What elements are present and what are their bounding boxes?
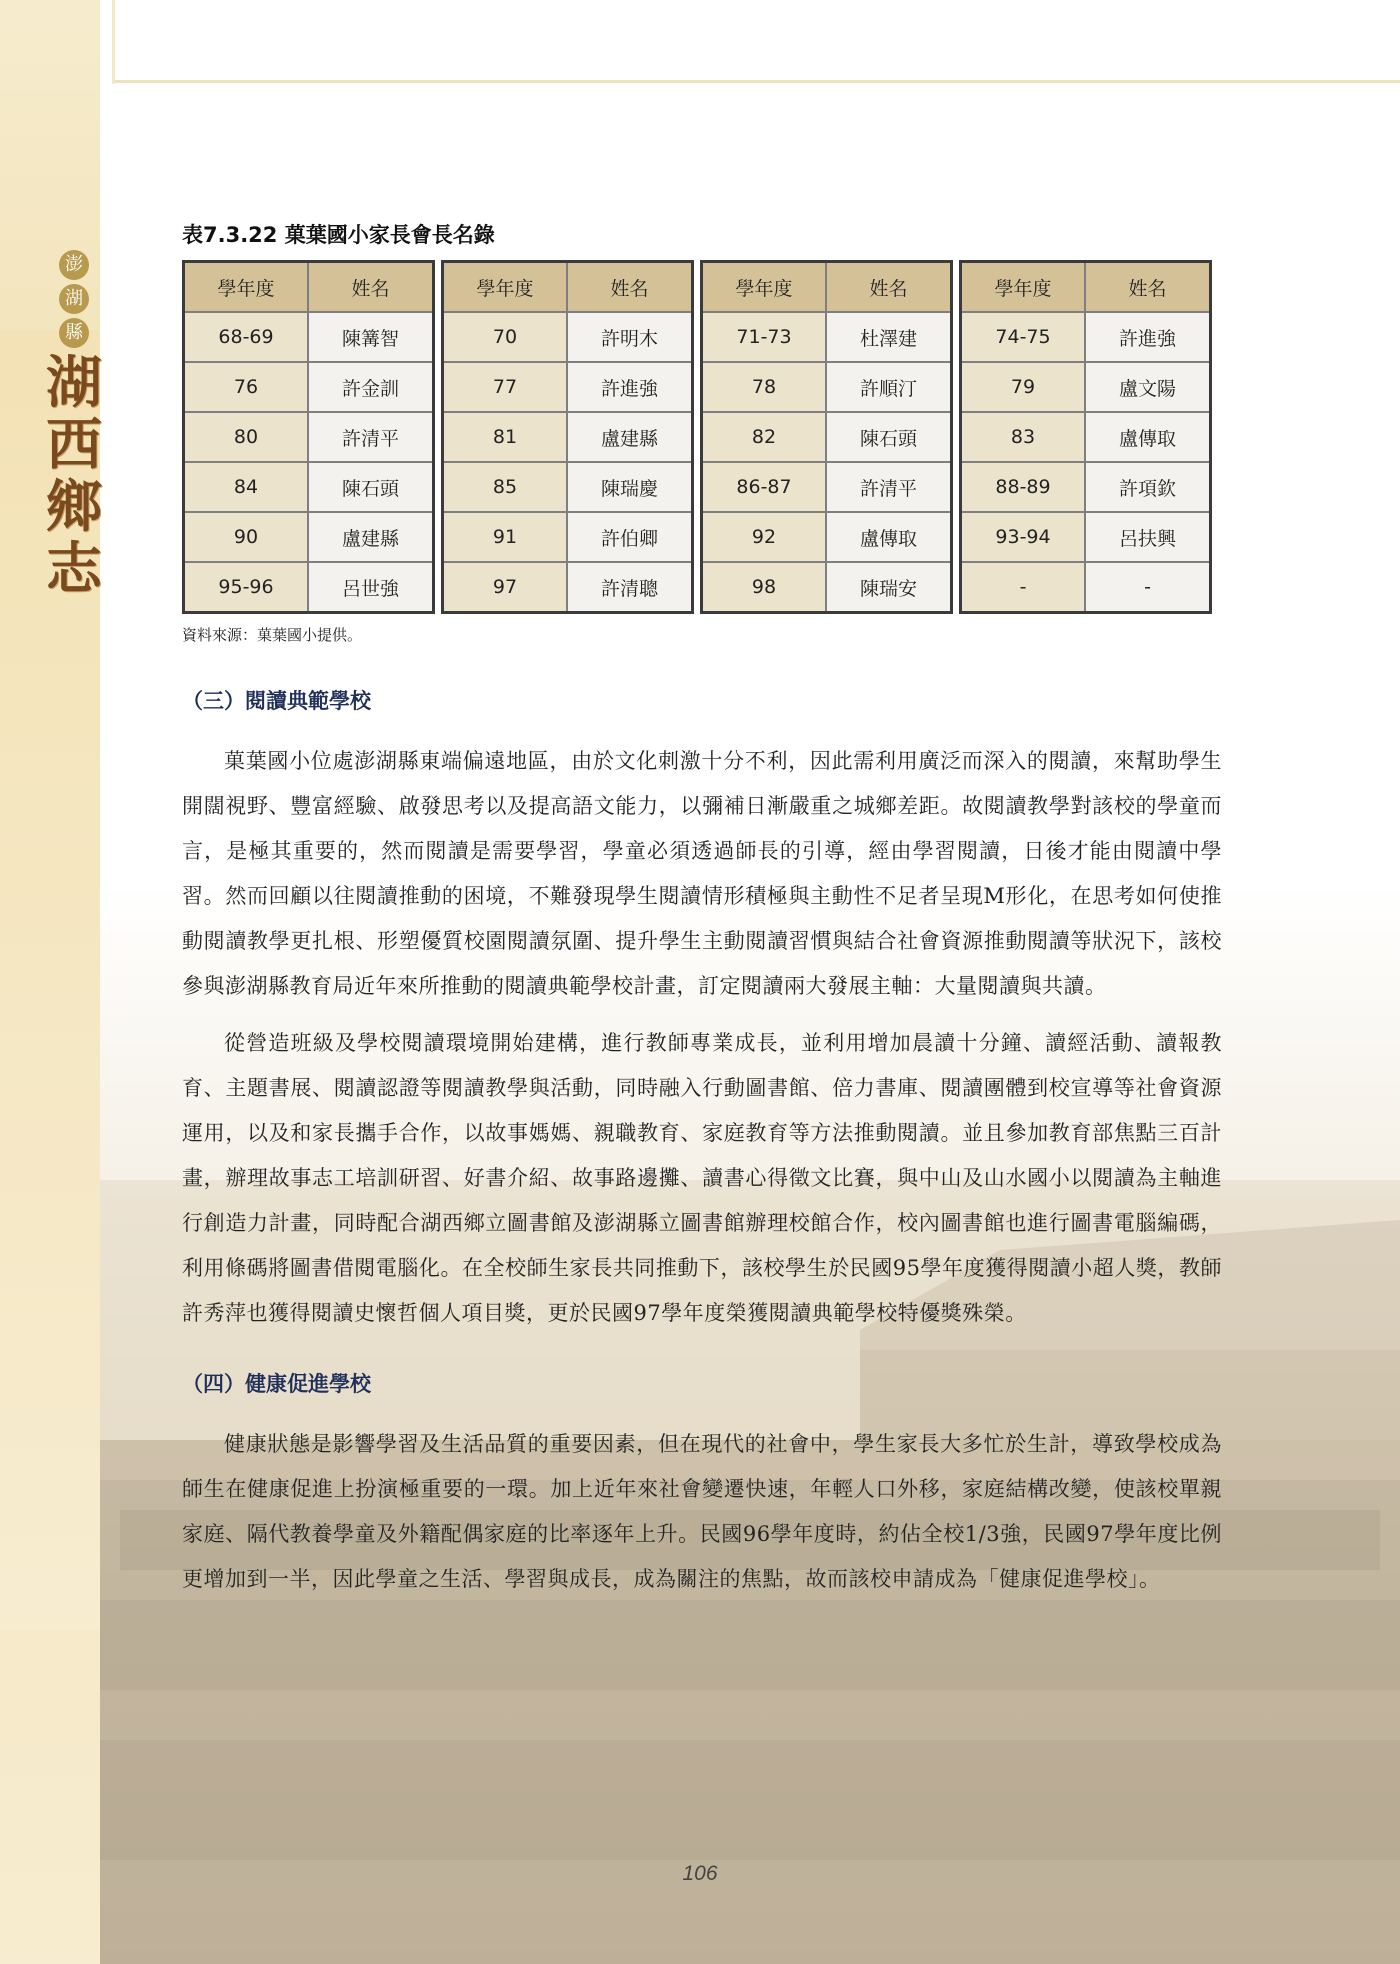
table-row [443,562,693,613]
table-row [961,362,1211,412]
table-row [702,412,952,462]
year-cell: 78 [702,362,827,412]
title-char: 鄉 [46,474,102,540]
roster-table [182,260,435,614]
year-cell: 91 [443,512,568,562]
year-cell: 79 [961,362,1086,412]
header-name: 姓名 [308,262,434,313]
table-row [184,512,434,562]
county-char: 澎 [59,250,89,280]
year-cell: 76 [184,362,309,412]
table-row [961,562,1211,613]
body-paragraph: 健康狀態是影響學習及生活品質的重要因素，但在現代的社會中，學生家長大多忙於生計，導致學校成為師生在健康促進上扮演極重要的一環。加上近年來社會變遷快速，年輕人口外移，家庭結構改變，使該校單親家庭、隔代教養學童及外籍配偶家庭的比率逐年上升。民國96學年度時，約佔全校1/3強，民國97學年度比例更增加到一半，因此學童之生活、學習與成長，成為關注的焦點，故而該校申請成為「健康促進學校」。 [182,1432,1222,1591]
table-row [702,512,952,562]
year-cell: - [961,562,1086,613]
table-row [443,462,693,512]
county-char: 湖 [59,284,89,314]
year-cell: 90 [184,512,309,562]
name-cell: 陳瑞慶 [567,462,693,512]
name-cell: 許清平 [826,462,952,512]
year-cell: 80 [184,412,309,462]
name-cell: 陳石頭 [308,462,434,512]
header-year: 學年度 [961,262,1086,313]
table-row [443,362,693,412]
name-cell: 許金訓 [308,362,434,412]
name-cell: 陳石頭 [826,412,952,462]
year-cell: 92 [702,512,827,562]
name-cell: 許明木 [567,312,693,362]
title-char: 湖 [46,350,102,416]
year-cell: 84 [184,462,309,512]
table-row [961,312,1211,362]
year-cell: 88-89 [961,462,1086,512]
body-paragraph: 菓葉國小位處澎湖縣東端偏遠地區，由於文化刺激十分不利，因此需利用廣泛而深入的閱讀，來幫助學生開闊視野、豐富經驗、啟發思考以及提高語文能力，以彌補日漸嚴重之城鄉差距。故閱讀教學對該校的學童而言，是極其重要的，然而閱讀是需要學習，學童必須透過師長的引導，經由學習閱讀，日後才能由閱讀中學習。然而回顧以往閱讀推動的困境，不難發現學生閱讀情形積極與主動性不足者呈現M形化，在思考如何使推動閱讀教學更扎根、形塑優質校園閱讀氛圍、提升學生主動閱讀習慣與結合社會資源推動閱讀等狀況下，該校參與澎湖縣教育局近年來所推動的閱讀典範學校計畫，訂定閱讀兩大發展主軸：大量閱讀與共讀。 [182,749,1222,998]
table-row [702,562,952,613]
name-cell: 盧建縣 [308,512,434,562]
year-cell: 97 [443,562,568,613]
title-char: 西 [46,412,102,478]
year-cell: 81 [443,412,568,462]
name-cell: 陳瑞安 [826,562,952,613]
year-cell: 93-94 [961,512,1086,562]
county-char: 縣 [59,318,89,348]
table-row [443,412,693,462]
page-content [182,220,1222,1602]
year-cell: 68-69 [184,312,309,362]
year-cell: 83 [961,412,1086,462]
year-cell: 86-87 [702,462,827,512]
year-cell: 98 [702,562,827,613]
year-cell: 95-96 [184,562,309,613]
table-row [702,362,952,412]
roster-table [700,260,953,614]
year-cell: 71-73 [702,312,827,362]
page-number: 106 [682,1862,718,1885]
table-row [184,312,434,362]
table-row [961,462,1211,512]
header-year: 學年度 [702,262,827,313]
name-cell: 杜澤建 [826,312,952,362]
table-row [702,462,952,512]
section-heading: （四）健康促進學校 [182,1371,371,1396]
table-row [184,412,434,462]
table-row [961,412,1211,462]
name-cell: 許伯卿 [567,512,693,562]
name-cell: 盧傳取 [826,512,952,562]
header-year: 學年度 [184,262,309,313]
name-cell: 呂世強 [308,562,434,613]
header-rule [112,80,1400,83]
header-name: 姓名 [567,262,693,313]
header-name: 姓名 [1085,262,1211,313]
book-title-vertical [46,250,102,602]
table-row [184,562,434,613]
table-row [443,512,693,562]
name-cell: 許順汀 [826,362,952,412]
roster-table [441,260,694,614]
year-cell: 77 [443,362,568,412]
name-cell: 許項欽 [1085,462,1211,512]
header-year: 學年度 [443,262,568,313]
name-cell: 呂扶興 [1085,512,1211,562]
year-cell: 70 [443,312,568,362]
name-cell: 盧建縣 [567,412,693,462]
name-cell: - [1085,562,1211,613]
table-row [184,462,434,512]
table-row [443,312,693,362]
name-cell: 陳篝智 [308,312,434,362]
name-cell: 盧傳取 [1085,412,1211,462]
table-caption: 表7.3.22 菓葉國小家長會長名錄 [182,223,495,247]
header-name: 姓名 [826,262,952,313]
table-row [961,512,1211,562]
roster-table [959,260,1212,614]
section-heading: （三）閱讀典範學校 [182,688,371,713]
table-row [702,312,952,362]
name-cell: 許進強 [1085,312,1211,362]
name-cell: 許進強 [567,362,693,412]
header-rule-vertical [112,0,115,84]
year-cell: 74-75 [961,312,1086,362]
table-row [184,362,434,412]
year-cell: 85 [443,462,568,512]
name-cell: 盧文陽 [1085,362,1211,412]
title-char: 志 [46,536,102,602]
roster-tables [182,260,1222,614]
table-source-note: 資料來源：菓葉國小提供。 [182,626,363,644]
name-cell: 許清聰 [567,562,693,613]
year-cell: 82 [702,412,827,462]
body-paragraph: 從營造班級及學校閱讀環境開始建構，進行教師專業成長，並利用增加晨讀十分鐘、讀經活動、讀報教育、主題書展、閱讀認證等閱讀教學與活動，同時融入行動圖書館、倍力書庫、閱讀團體到校宣導等社會資源運用，以及和家長攜手合作，以故事媽媽、親職教育、家庭教育等方法推動閱讀。並且參加教育部焦點三百計畫，辦理故事志工培訓研習、好書介紹、故事路邊攤、讀書心得徵文比賽，與中山及山水國小以閱讀為主軸進行創造力計畫，同時配合湖西鄉立圖書館及澎湖縣立圖書館辦理校館合作，校內圖書館也進行圖書電腦編碼，利用條碼將圖書借閱電腦化。在全校師生家長共同推動下，該校學生於民國95學年度獲得閱讀小超人獎，教師許秀萍也獲得閱讀史懷哲個人項目獎，更於民國97學年度榮獲閱讀典範學校特優獎殊榮。 [182,1031,1222,1325]
name-cell: 許清平 [308,412,434,462]
